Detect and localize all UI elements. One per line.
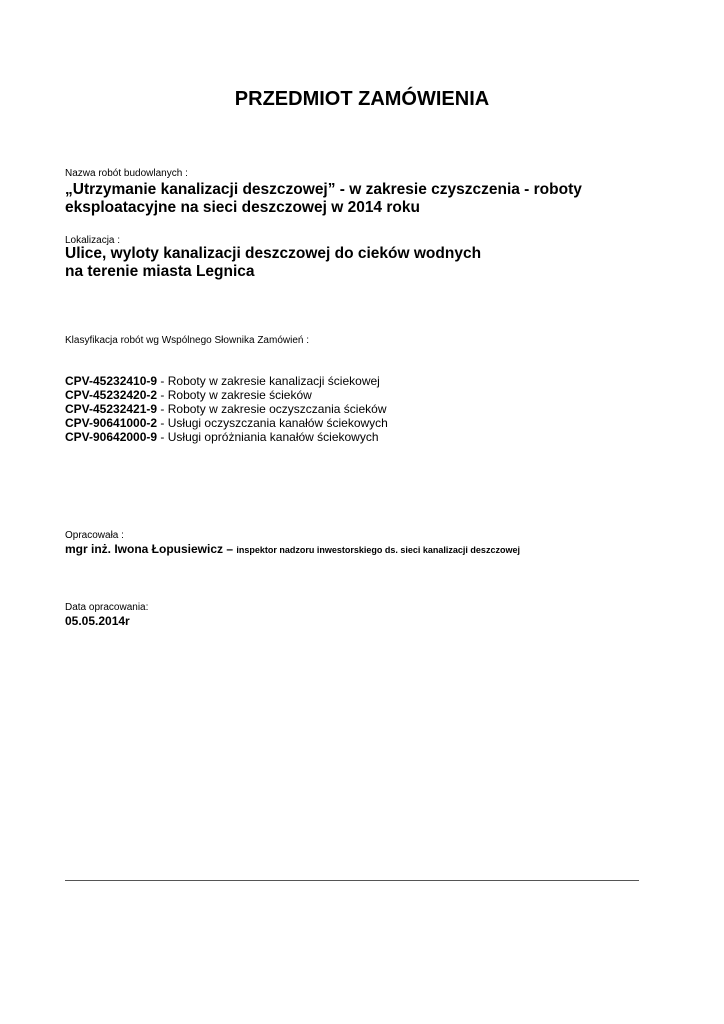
work-name-line-2: eksploatacyjne na sieci deszczowej w 2014 roku (65, 199, 420, 216)
cpv-description: - Usługi opróżniania kanałów ściekowych (157, 430, 379, 444)
work-name-line-1: „Utrzymanie kanalizacji deszczowej” - w zakresie czyszczenia - roboty (65, 181, 582, 198)
location-label: Lokalizacja : (65, 235, 121, 246)
footer-divider (65, 880, 639, 881)
cpv-description: - Roboty w zakresie kanalizacji ściekowej (157, 374, 380, 388)
location-line-2: na terenie miasta Legnica (65, 263, 255, 280)
cpv-item (65, 388, 388, 402)
author-line (65, 542, 520, 556)
cpv-list (65, 374, 388, 444)
cpv-item (65, 402, 388, 416)
cpv-description: - Roboty w zakresie oczyszczania ścieków (157, 402, 387, 416)
cpv-code: CPV-45232421-9 (65, 402, 158, 416)
cpv-item (65, 416, 388, 430)
work-name-label: Nazwa robót budowlanych : (65, 168, 188, 179)
cpv-code: CPV-45232410-9 (65, 374, 158, 388)
cpv-description: - Roboty w zakresie ścieków (157, 388, 312, 402)
author-role: inspektor nadzoru inwestorskiego ds. sieci kanalizacji deszczowej (236, 545, 520, 555)
cpv-description: - Usługi oczyszczania kanałów ściekowych (157, 416, 388, 430)
date-value: 05.05.2014r (65, 614, 130, 628)
cpv-item (65, 430, 388, 444)
cpv-code: CPV-45232420-2 (65, 388, 158, 402)
author-label: Opracowała : (65, 530, 124, 541)
document-title: PRZEDMIOT ZAMÓWIENIA (234, 88, 490, 110)
cpv-code: CPV-90642000-9 (65, 430, 158, 444)
date-label: Data opracowania: (65, 602, 149, 613)
cpv-code: CPV-90641000-2 (65, 416, 158, 430)
location-line-1: Ulice, wyloty kanalizacji deszczowej do cieków wodnych (65, 245, 482, 262)
cpv-item (65, 374, 388, 388)
classification-label: Klasyfikacja robót wg Wspólnego Słownika Zamówień : (65, 335, 309, 346)
author-name: mgr inż. Iwona Łopusiewicz – (65, 542, 237, 556)
